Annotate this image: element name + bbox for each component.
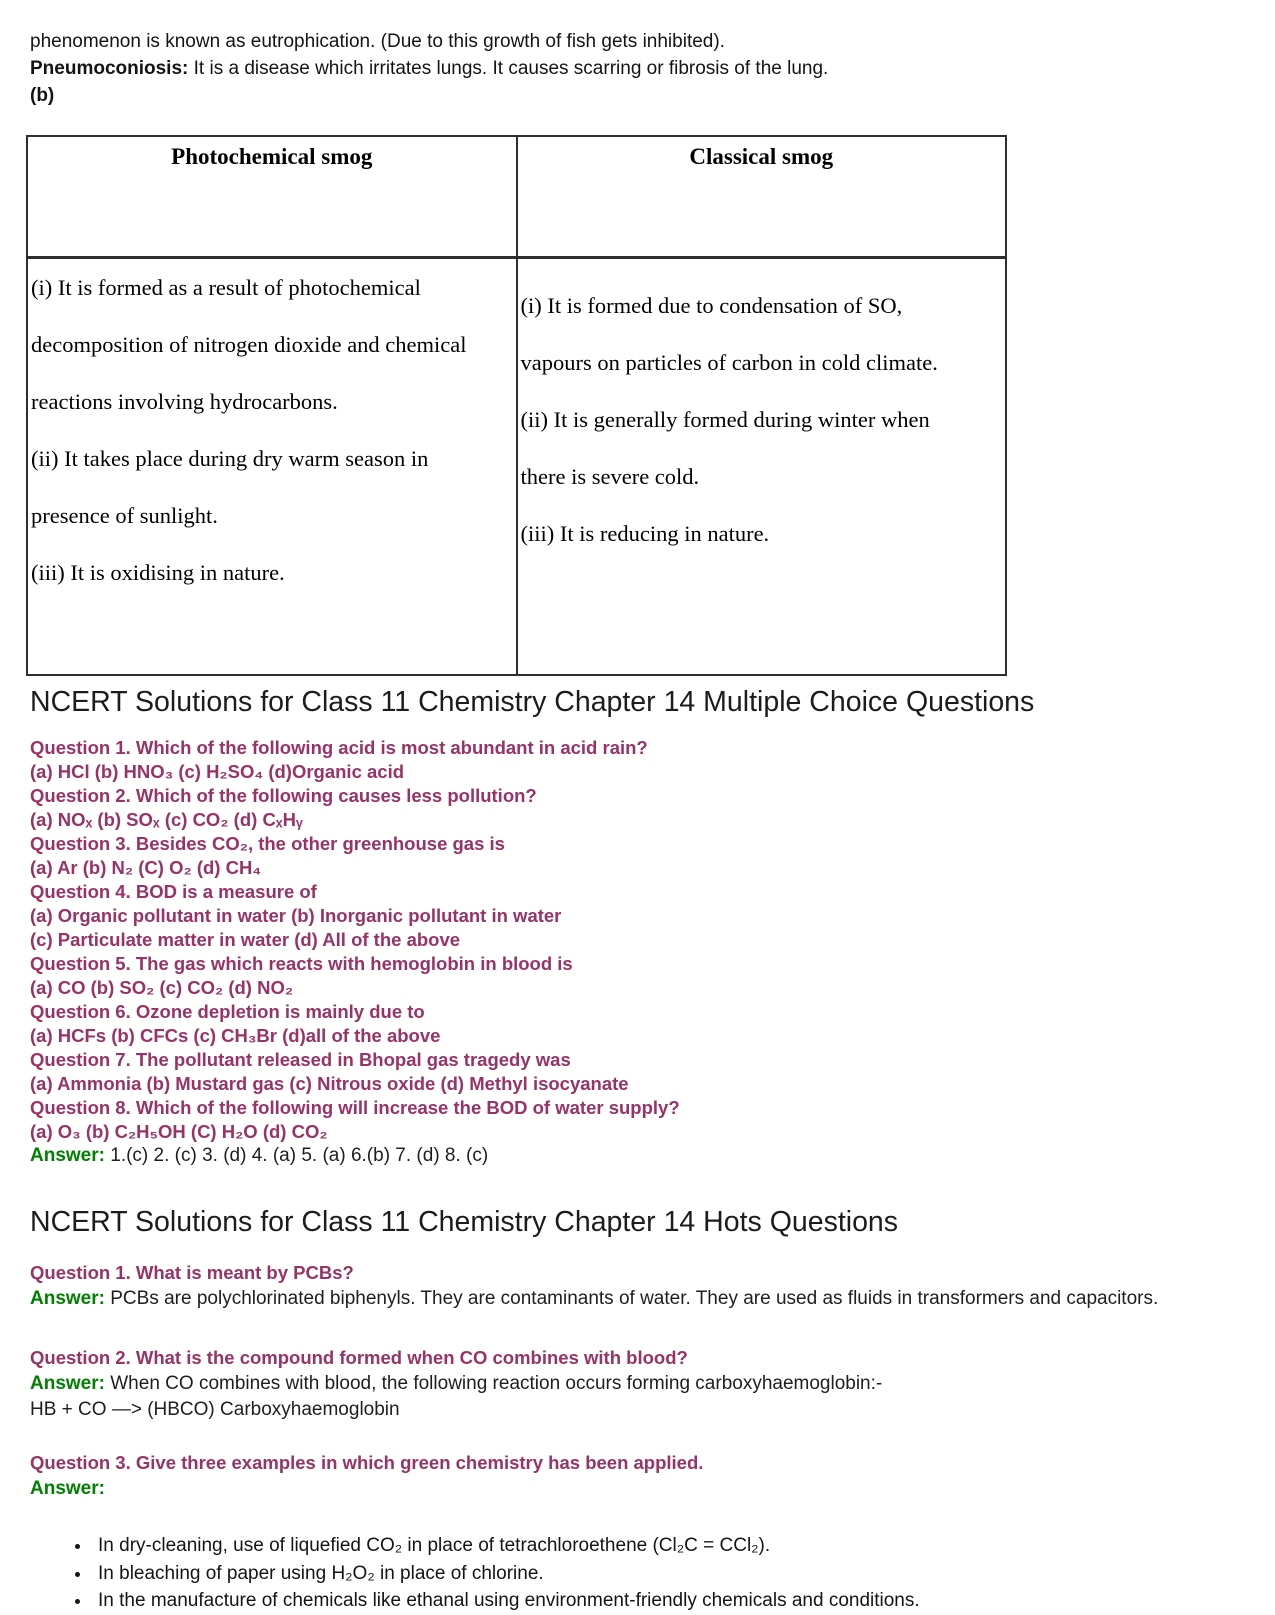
hots-question-2	[30, 1345, 1257, 1423]
mcq-answer-line	[30, 1144, 1257, 1168]
mcq-line: Question 7. The pollutant released in Bhopal gas tragedy was	[30, 1049, 571, 1070]
hots-q3-question: Question 3. Give three examples in which green chemistry has been applied.	[30, 1452, 704, 1473]
intro-line-eutrophication: phenomenon is known as eutrophication. (Due to this growth of fish gets inhibited).	[30, 31, 725, 52]
classical-smog-cell	[517, 258, 1007, 676]
table-text-line: there is severe cold.	[520, 464, 700, 489]
mcq-line: (a) NOₓ (b) SOₓ (c) CO₂ (d) CₓHᵧ	[30, 809, 303, 830]
mcq-answer-values: 1.(c) 2. (c) 3. (d) 4. (a) 5. (a) 6.(b) 7. (d) 8. (c)	[104, 1145, 489, 1166]
table-text-line: (ii) It takes place during dry warm season in	[31, 446, 429, 471]
table-text-line: (i) It is formed as a result of photochemical	[31, 275, 421, 300]
table-text-line: (iii) It is reducing in nature.	[520, 521, 770, 546]
mcq-questions-block	[30, 736, 1257, 1168]
hots-q1-answer-text: PCBs are polychlorinated biphenyls. They are contaminants of water. They are used as fluids in transformers and capacitors.	[104, 1288, 1159, 1309]
photochemical-smog-cell	[27, 258, 517, 676]
answer-label: Answer:	[30, 1288, 105, 1309]
hots-q2-answer-line	[30, 1371, 1257, 1397]
intro-line-pneumoconiosis	[30, 55, 1257, 82]
mcq-line: Question 1. Which of the following acid is most abundant in acid rain?	[30, 737, 648, 758]
answer-label: Answer:	[30, 1373, 105, 1394]
answer-label: Answer:	[30, 1145, 105, 1166]
part-b-label: (b)	[30, 85, 55, 106]
table-body-row	[27, 258, 1006, 676]
green-chemistry-bullet-list	[30, 1532, 1257, 1615]
hots-question-3	[30, 1450, 1257, 1502]
table-header-photochemical-smog: Photochemical smog	[27, 136, 517, 258]
mcq-line: (a) HCl (b) HNO₃ (c) H₂SO₄ (d)Organic acid	[30, 761, 405, 782]
pneumoconiosis-term: Pneumoconiosis:	[30, 58, 189, 79]
mcq-line: (a) CO (b) SO₂ (c) CO₂ (d) NO₂	[30, 977, 294, 998]
hots-section-heading: NCERT Solutions for Class 11 Chemistry Chapter 14 Hots Questions	[30, 1206, 899, 1238]
mcq-line: (a) Ar (b) N₂ (C) O₂ (d) CH₄	[30, 857, 262, 878]
bullet-item: • In bleaching of paper using H₂O₂ in place of chlorine.	[92, 1560, 1257, 1588]
hots-question-1	[30, 1260, 1257, 1312]
mcq-line: Question 5. The gas which reacts with hemoglobin in blood is	[30, 953, 573, 974]
mcq-line: (a) Organic pollutant in water (b) Inorganic pollutant in water	[30, 905, 562, 926]
table-text-line: (iii) It is oxidising in nature.	[31, 560, 285, 585]
bullet-item: • In dry-cleaning, use of liquefied CO₂ in place of tetrachloroethene (Cl₂C = CCl₂).	[92, 1532, 1257, 1560]
hots-q1-question: Question 1. What is meant by PCBs?	[30, 1262, 354, 1283]
hots-q2-question: Question 2. What is the compound formed when CO combines with blood?	[30, 1347, 688, 1368]
mcq-line: Question 6. Ozone depletion is mainly due to	[30, 1001, 425, 1022]
pneumoconiosis-definition: It is a disease which irritates lungs. It causes scarring or fibrosis of the lung.	[188, 58, 829, 79]
mcq-line: (a) O₃ (b) C₂H₅OH (C) H₂O (d) CO₂	[30, 1121, 328, 1142]
mcq-line: (a) HCFs (b) CFCs (c) CH₃Br (d)all of the above	[30, 1025, 441, 1046]
table-header-row	[27, 136, 1006, 258]
mcq-line: Question 3. Besides CO₂, the other greenhouse gas is	[30, 833, 505, 854]
table-text-line: presence of sunlight.	[31, 503, 218, 528]
table-text-line: vapours on particles of carbon in cold climate.	[520, 350, 938, 375]
table-text-line: decomposition of nitrogen dioxide and chemical	[31, 332, 467, 357]
answer-label: Answer:	[30, 1478, 105, 1499]
green-chemistry-examples	[30, 1532, 1257, 1615]
intro-text-block	[30, 28, 1257, 109]
mcq-line: (a) Ammonia (b) Mustard gas (c) Nitrous oxide (d) Methyl isocyanate	[30, 1073, 629, 1094]
hots-q2-reaction-equation: HB + CO —> (HBCO) Carboxyhaemoglobin	[30, 1399, 400, 1420]
hots-q3-answer-line	[30, 1476, 1257, 1502]
mcq-line: Question 2. Which of the following causes less pollution?	[30, 785, 537, 806]
mcq-line: Question 4. BOD is a measure of	[30, 881, 317, 902]
mcq-lines	[30, 736, 1257, 1144]
mcq-section-heading: NCERT Solutions for Class 11 Chemistry Chapter 14 Multiple Choice Questions	[30, 686, 1035, 718]
table-header-classical-smog: Classical smog	[517, 136, 1007, 258]
mcq-line: (c) Particulate matter in water (d) All of the above	[30, 929, 461, 950]
table-text-line: (i) It is formed due to condensation of SO,	[520, 293, 903, 318]
table-text-line: (ii) It is generally formed during winter when	[520, 407, 930, 432]
smog-comparison-table	[26, 135, 1007, 676]
hots-q2-answer-text: When CO combines with blood, the following reaction occurs forming carboxyhaemoglobin:-	[104, 1373, 883, 1394]
hots-q1-answer-line	[30, 1286, 1257, 1312]
table-text-line: reactions involving hydrocarbons.	[31, 389, 338, 414]
bullet-item: • In the manufacture of chemicals like ethanal using environment-friendly chemicals and conditions.	[92, 1587, 1257, 1615]
mcq-line: Question 8. Which of the following will increase the BOD of water supply?	[30, 1097, 680, 1118]
